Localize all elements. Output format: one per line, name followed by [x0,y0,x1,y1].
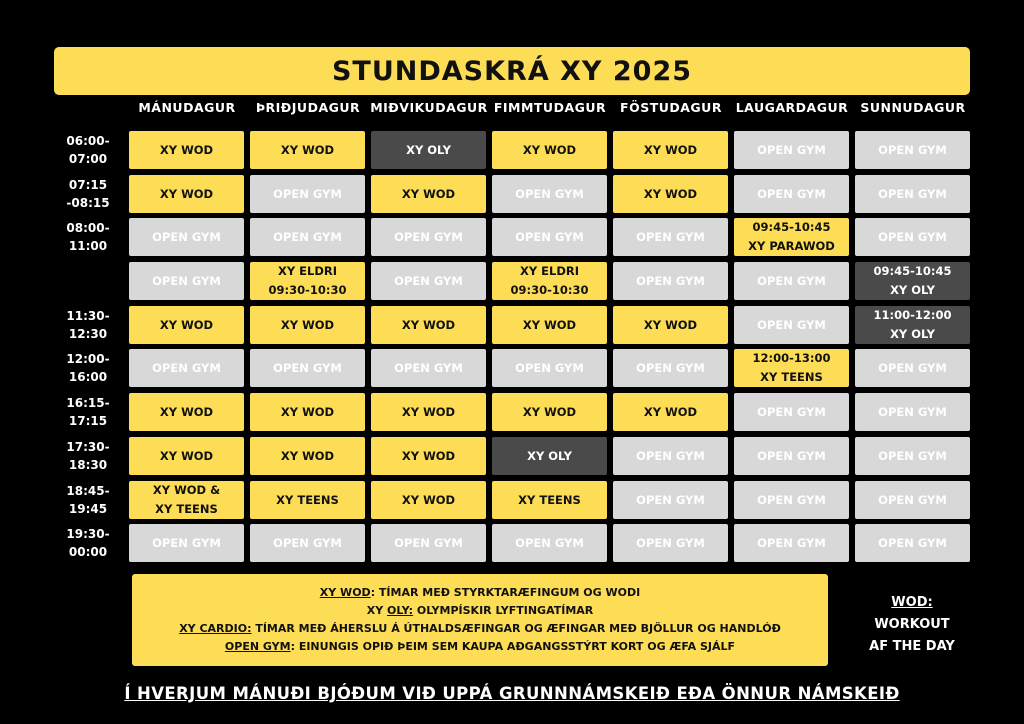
schedule-cell: XY WOD [371,306,486,344]
schedule-cell: XY TEENS [250,481,365,519]
schedule-cell: OPEN GYM [129,262,244,300]
page-title: STUNDASKRÁ XY 2025 [331,55,693,87]
schedule-cell: OPEN GYM [734,481,849,519]
schedule-cell: XY WOD [129,306,244,344]
schedule-cell: OPEN GYM [855,349,970,387]
legend-text: OLYMPÍSKIR LYFTINGATÍMAR [413,604,594,617]
wod-line-2: AF THE DAY [869,639,955,654]
day-header: FIMMTUDAGUR [493,100,607,115]
day-header: MÁNUDAGUR [138,100,236,115]
schedule-cell: OPEN GYM [129,349,244,387]
schedule-cell: OPEN GYM [855,175,970,213]
schedule-cell: XY WOD [371,437,486,475]
time-slot-label: 19:30- 00:00 [66,527,110,559]
schedule-cell: OPEN GYM [613,262,728,300]
schedule-cell: XY WOD [613,393,728,431]
schedule-cell: XY WOD [492,131,607,169]
day-header: FÖSTUDAGUR [620,100,722,115]
schedule-cell: XY WOD [613,306,728,344]
schedule-cell: OPEN GYM [613,437,728,475]
legend-prefix: XY [366,604,388,617]
time-slot-label: 17:30- 18:30 [66,440,110,472]
schedule-cell: XY WOD [492,393,607,431]
schedule-cell: OPEN GYM [129,218,244,256]
schedule-cell: XY OLY [492,437,607,475]
schedule-cell: OPEN GYM [855,393,970,431]
schedule-cell: OPEN GYM [492,349,607,387]
schedule-cell: OPEN GYM [371,524,486,562]
schedule-cell: XY TEENS [492,481,607,519]
schedule-cell: 09:45-10:45 XY OLY [855,262,970,300]
schedule-cell: OPEN GYM [492,218,607,256]
schedule-cell: 12:00-13:00 XY TEENS [734,349,849,387]
time-slot-label: 06:00- 07:00 [66,134,110,166]
time-slot-label: 07:15 -08:15 [66,178,110,210]
time-slot-label: 12:00- 16:00 [66,352,110,384]
schedule-cell: XY WOD [371,481,486,519]
schedule-cell: OPEN GYM [734,175,849,213]
legend-text: : EINUNGIS OPIÐ ÞEIM SEM KAUPA AÐGANGSSTÝRT KORT OG ÆFA SJÁLF [290,640,736,653]
legend-line-oly [367,602,594,620]
schedule-cell: XY WOD [250,131,365,169]
schedule-cell: OPEN GYM [371,218,486,256]
schedule-cell: OPEN GYM [855,437,970,475]
schedule-cell: OPEN GYM [492,524,607,562]
schedule-cell: XY ELDRI 09:30-10:30 [492,262,607,300]
legend-label: OLY: [387,604,414,617]
schedule-cell: XY OLY [371,131,486,169]
schedule-cell: XY WOD [129,131,244,169]
schedule-cell: OPEN GYM [734,306,849,344]
schedule-cell: OPEN GYM [855,218,970,256]
schedule-cell: XY WOD & XY TEENS [129,481,244,519]
day-header: LAUGARDAGUR [735,100,849,115]
schedule-cell: XY WOD [250,393,365,431]
schedule-cell: OPEN GYM [129,524,244,562]
schedule-cell: XY WOD [371,393,486,431]
schedule-cell: OPEN GYM [734,262,849,300]
schedule-cell: XY WOD [613,175,728,213]
day-header: SUNNUDAGUR [860,100,966,115]
schedule-cell: 11:00-12:00 XY OLY [855,306,970,344]
legend-label: OPEN GYM [224,640,291,653]
legend-box [132,574,828,666]
legend-text: TÍMAR MEÐ ÁHERSLU Á ÚTHALDSÆFINGAR OG ÆFINGAR MEÐ BJÖLLUR OG HANDLÓÐ [251,622,781,635]
schedule-cell: XY WOD [129,437,244,475]
schedule-cell: XY WOD [250,306,365,344]
schedule-cell: 09:45-10:45 XY PARAWOD [734,218,849,256]
schedule-cell: OPEN GYM [734,393,849,431]
time-slot-label: 08:00- 11:00 [66,221,110,253]
legend-label: XY WOD [319,586,371,599]
schedule-cell: OPEN GYM [613,349,728,387]
schedule-cell: OPEN GYM [371,262,486,300]
schedule-cell: OPEN GYM [613,481,728,519]
legend-text: : TÍMAR MEÐ STYRKTARÆFINGUM OG WODI [370,586,641,599]
footer-note: Í HVERJUM MÁNUÐI BJÓÐUM VIÐ UPPÁ GRUNNNÁMSKEIÐ EÐA ÖNNUR NÁMSKEIÐ [124,684,900,703]
wod-definition [852,592,972,658]
schedule-cell: OPEN GYM [613,524,728,562]
legend-label: XY CARDIO: [179,622,252,635]
schedule-cell: OPEN GYM [613,218,728,256]
schedule-cell: OPEN GYM [734,437,849,475]
schedule-cell: OPEN GYM [734,524,849,562]
day-header: ÞRIÐJUDAGUR [255,100,361,115]
schedule-cell: XY WOD [250,437,365,475]
legend-line-cardio [179,620,781,638]
schedule-cell: XY WOD [129,393,244,431]
schedule-cell: OPEN GYM [250,349,365,387]
legend-line-open-gym [225,638,735,656]
schedule-cell: OPEN GYM [855,131,970,169]
legend-line-wod [320,584,640,602]
wod-line-1: WORKOUT [874,617,950,632]
schedule-cell: OPEN GYM [734,131,849,169]
schedule-cell: OPEN GYM [371,349,486,387]
schedule-cell: OPEN GYM [250,218,365,256]
time-slot-label: 18:45- 19:45 [66,484,110,516]
schedule-cell: OPEN GYM [250,524,365,562]
time-slot-label: 16:15- 17:15 [66,396,110,428]
title-banner [54,47,970,95]
schedule-cell: XY WOD [371,175,486,213]
schedule-cell: OPEN GYM [855,481,970,519]
schedule-cell: XY WOD [129,175,244,213]
schedule-cell: XY ELDRI 09:30-10:30 [250,262,365,300]
time-slot-label: 11:30- 12:30 [66,309,110,341]
schedule-cell: OPEN GYM [855,524,970,562]
schedule-cell: OPEN GYM [492,175,607,213]
day-header: MIÐVIKUDAGUR [370,100,488,115]
wod-label: WOD: [891,595,933,610]
schedule-cell: XY WOD [492,306,607,344]
schedule-cell: OPEN GYM [250,175,365,213]
schedule-cell: XY WOD [613,131,728,169]
